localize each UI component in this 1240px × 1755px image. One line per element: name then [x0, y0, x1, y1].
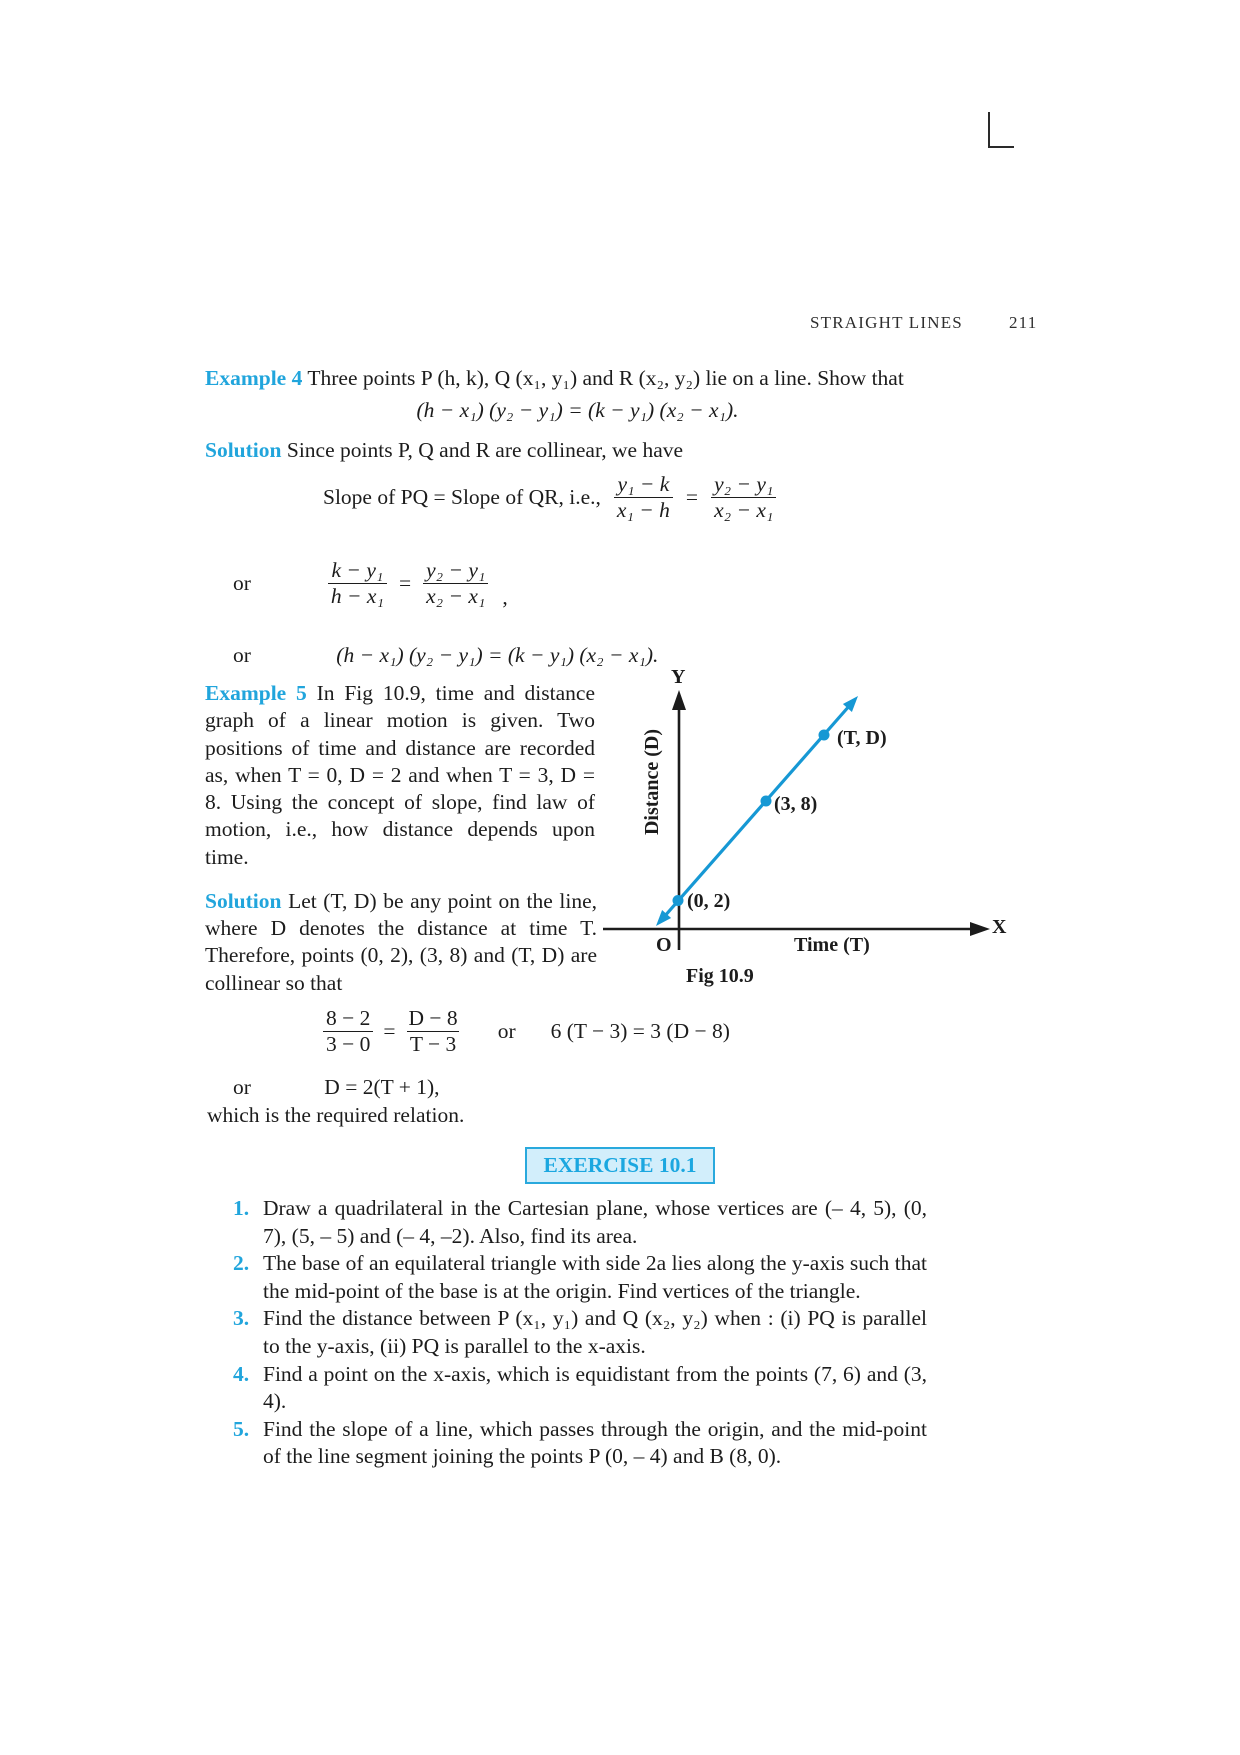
- example4-equation: (h − x₁) (y₂ − y₁) = (k − y₁) (x₂ − x₁).: [416, 398, 739, 422]
- running-header: [810, 313, 1037, 333]
- fraction-denominator: x₁ − h: [614, 497, 673, 523]
- exercise-text: Find a point on the x-axis, which is equidistant from the points (7, 6) and (3, 4).: [263, 1361, 927, 1414]
- exercise-text: Draw a quadrilateral in the Cartesian plane, whose vertices are (– 4, 5), (0, 7), (5, – 5) and (– 4, –2). Also, find its area.: [263, 1196, 927, 1248]
- exercise-text: The base of an equilateral triangle with side 2a lies along the y-axis such that the mid-point of the base is at the origin. Find vertices of the triangle.: [263, 1251, 927, 1303]
- step2-equation: (h − x₁) (y₂ − y₁) = (k − y₁) (x₂ − x₁).: [336, 643, 659, 667]
- exercise-number: 1.: [233, 1196, 250, 1220]
- or-word: or: [233, 1075, 251, 1099]
- example5-paragraph: [205, 680, 595, 871]
- example4-label: Example 4: [205, 366, 303, 390]
- point-label-T-D: (T, D): [837, 727, 887, 749]
- fraction: [614, 472, 673, 524]
- equals-sign: =: [398, 571, 412, 596]
- chapter-title: STRAIGHT LINES: [810, 313, 963, 332]
- exercise-item: [233, 1416, 927, 1471]
- x-axis-title: Time (T): [794, 934, 870, 956]
- fraction: [328, 558, 387, 610]
- fraction-denominator: x₂ − x₁: [423, 583, 488, 609]
- slope-equation-row: [323, 472, 776, 524]
- origin-label: O: [656, 934, 672, 956]
- fraction-denominator: T − 3: [407, 1031, 459, 1057]
- example5-body: In Fig 10.9, time and distance graph of a linear motion is given. Two positions of time and distance are recorded as, when T = 0, D = 2 and when T = 3, D = 8. Using the concept of slope, find law of motion, i.e., how distance depends upon time.: [205, 681, 595, 869]
- slope-prefix: Slope of PQ = Slope of QR, i.e.,: [323, 485, 601, 510]
- solution4-intro: Since points P, Q and R are collinear, we have: [286, 438, 684, 462]
- example4-intro: Three points P (h, k), Q (x₁, y₁) and R (x₂, y₂) lie on a line. Show that: [307, 366, 904, 390]
- point-label-3-8: (3, 8): [774, 793, 818, 815]
- or-word: or: [233, 643, 251, 667]
- exercise-item: [233, 1305, 927, 1360]
- solution4-label: Solution: [205, 438, 282, 462]
- point-0-2: [673, 895, 684, 906]
- fraction-numerator: y₂ − y₁: [714, 472, 774, 496]
- exercise-number: 2.: [233, 1251, 250, 1276]
- solution5-label: Solution: [205, 889, 282, 913]
- solution4-paragraph: [205, 438, 950, 463]
- solution5-final-step-row: [233, 1075, 440, 1100]
- fraction-denominator: x₂ − x₁: [711, 497, 776, 523]
- exercise-number: 3.: [233, 1306, 250, 1331]
- exercise-item: [233, 1195, 927, 1250]
- point-3-8: [761, 796, 772, 807]
- fig-10-9-time-distance-graph: [560, 662, 1030, 1002]
- equals-sign: =: [685, 485, 699, 510]
- fraction-numerator: k − y₁: [331, 558, 384, 582]
- solution5-paragraph: [205, 888, 597, 997]
- fraction-numerator: y₂ − y₁: [426, 558, 486, 582]
- or-word: or: [233, 571, 251, 596]
- example4-paragraph: [205, 366, 950, 391]
- or-word: or: [497, 1019, 516, 1044]
- page-corner-mark: [988, 112, 1014, 148]
- fraction-denominator: h − x₁: [328, 583, 387, 609]
- equals-sign: =: [383, 1019, 396, 1044]
- trailing-comma: ,: [502, 584, 508, 609]
- point-label-0-2: (0, 2): [687, 890, 731, 912]
- exercise-item: [233, 1250, 927, 1305]
- exercise-item: [233, 1361, 927, 1416]
- figure-caption: Fig 10.9: [686, 965, 754, 987]
- solution5-body: Let (T, D) be any point on the line, where D denotes the distance at time T. Therefore, points (0, 2), (3, 8) and (T, D) are collinear so that: [205, 889, 597, 995]
- solution5-closing: which is the required relation.: [207, 1103, 465, 1127]
- y-axis-arrow-icon: [672, 690, 686, 710]
- point-T-D: [819, 730, 830, 741]
- fraction: [711, 472, 776, 524]
- solution5-equation1: 6 (T − 3) = 3 (D − 8): [550, 1019, 730, 1044]
- fraction-numerator: y₁ − k: [617, 472, 670, 496]
- y-axis-title: Distance (D): [641, 728, 663, 836]
- fraction-numerator: 8 − 2: [326, 1006, 371, 1030]
- x-axis-arrow-icon: [970, 922, 990, 936]
- fraction: [323, 1006, 373, 1058]
- solution5-equation-row: [323, 1006, 730, 1058]
- solution5-equation2: D = 2(T + 1),: [324, 1075, 440, 1099]
- exercise-number: 5.: [233, 1416, 250, 1441]
- fraction: [423, 558, 488, 610]
- exercise-text: Find the distance between P (x₁, y₁) and Q (x₂, y₂) when : (i) PQ is parallel to the y-axis, (ii) PQ is parallel to the x-axis.: [263, 1306, 927, 1358]
- exercise-number: 4.: [233, 1361, 250, 1386]
- fraction-denominator: 3 − 0: [323, 1031, 373, 1057]
- exercise-list: [233, 1195, 927, 1471]
- x-axis-letter: X: [992, 916, 1007, 938]
- example5-label: Example 5: [205, 681, 307, 705]
- derivation-step1-row: [233, 558, 508, 610]
- page-number: 211: [1008, 313, 1038, 332]
- exercise-text: Find the slope of a line, which passes through the origin, and the mid-point of the line segment joining the points P (0, – 4) and B (8, 0).: [263, 1416, 927, 1469]
- fraction: [406, 1006, 461, 1058]
- fraction-numerator: D − 8: [408, 1006, 458, 1030]
- y-axis-letter: Y: [671, 666, 686, 688]
- step1-expression: [328, 558, 508, 610]
- exercise-box: EXERCISE 10.1: [525, 1147, 715, 1184]
